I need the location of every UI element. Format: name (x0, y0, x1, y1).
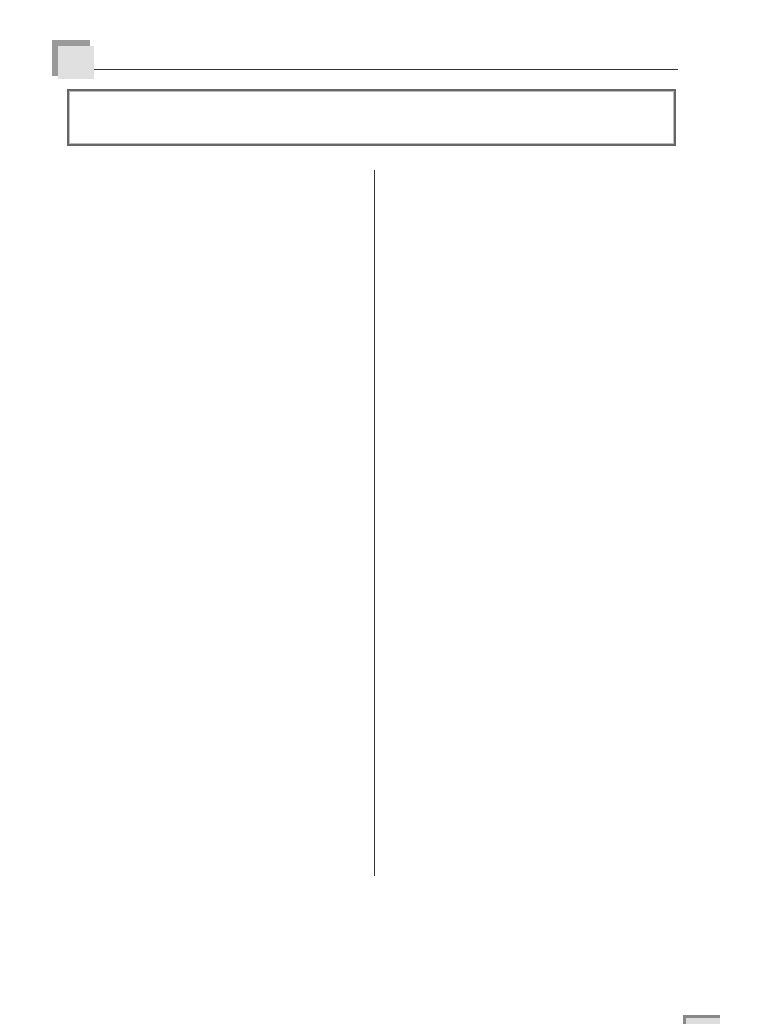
corner-tab (683, 1015, 720, 1024)
header-rule (94, 69, 678, 70)
column-divider (374, 170, 375, 876)
page-number-box (52, 40, 90, 76)
chapter-title-box (67, 89, 676, 146)
page-number (58, 46, 94, 79)
